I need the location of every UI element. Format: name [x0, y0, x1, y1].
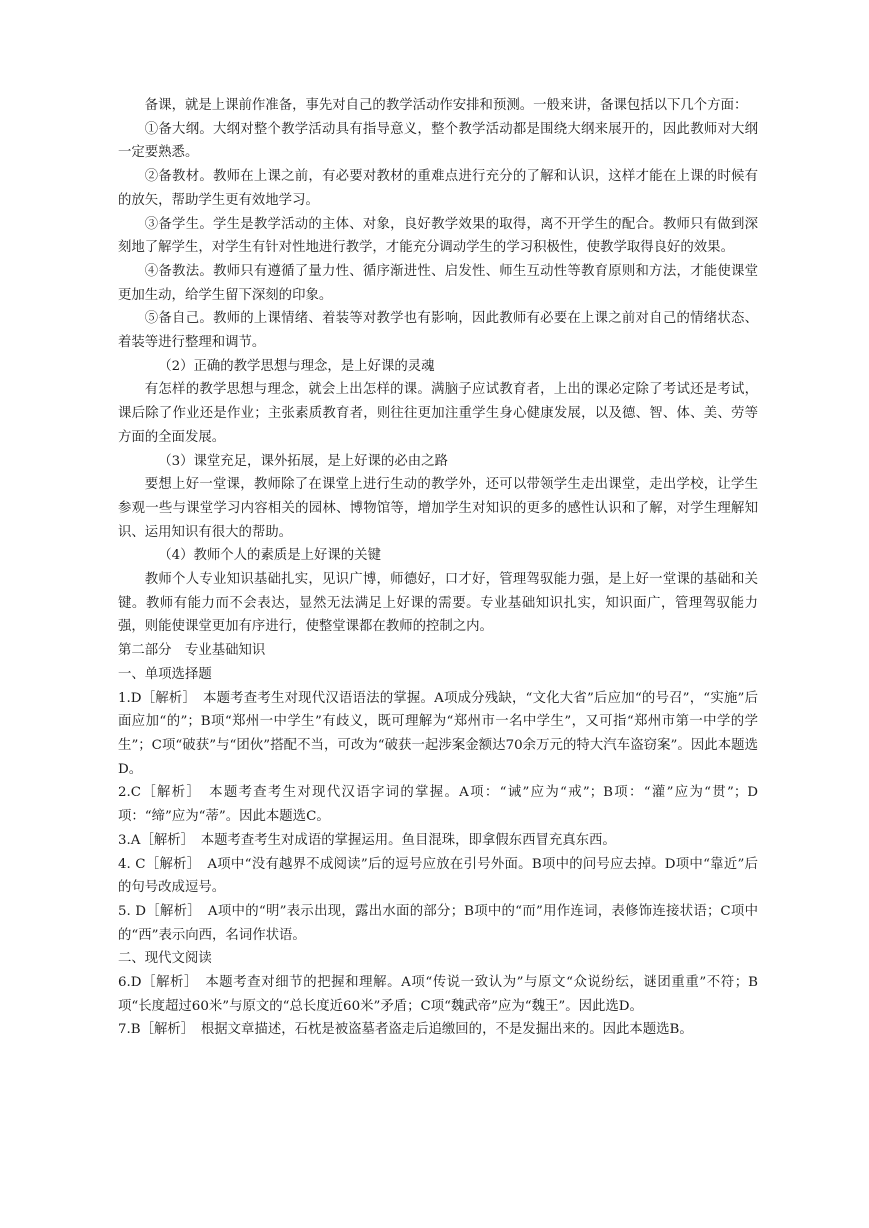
subheading-4: （4）教师个人的素质是上好课的关键 — [158, 548, 381, 564]
answer-7: 7.B［解析］ 根据文章描述，石枕是被盗墓者盗走后追缴回的，不是发掘出来的。因此本题选B。 — [118, 1022, 693, 1038]
part-heading: 第二部分 专业基础知识 — [118, 643, 266, 659]
answer-4: 4. C［解析］ A项中“没有越界不成阅读”后的逗号应放在引号外面。B项中的问号应去掉。D项中“靠近”后的句号改成逗号。 — [118, 856, 758, 896]
section-heading-choice: 一、单项选择题 — [118, 666, 212, 682]
subheading-2: （2）正确的教学思想与理念，是上好课的灵魂 — [158, 358, 435, 374]
document-page — [118, 94, 758, 1042]
paragraph-self: ⑤备自己。教师的上课情绪、着装等对教学也有影响，因此教师有必要在上课之前对自己的情绪状态、着装等进行整理和调节。 — [118, 311, 758, 351]
paragraph-intro: 备课，就是上课前作准备，事先对自己的教学活动作安排和预测。一般来讲，备课包括以下几个方面： — [144, 98, 748, 113]
answer-1: 1.D［解析］ 本题考查考生对现代汉语语法的掌握。A项成分残缺，“文化大省”后应加“的号召”，“实施”后面应加“的”；B项“郑州一中学生”有歧义，既可理解为“郑州市一名中学生”，又可指“郑州市第一中学的学生”；C项“破获”与“团伙”搭配不当，可改为“破获一起涉案金额达70余万元的特大汽车盗窃案”。因此本题选D。 — [118, 690, 758, 777]
answer-2: 2.C［解析］ 本题考查考生对现代汉语字词的掌握。A项：“诫”应为“戒”；B项：“灌”应为“贯”；D项：“缔”应为“蒂”。因此本题选C。 — [118, 785, 758, 825]
answer-6: 6.D［解析］ 本题考查对细节的把握和理解。A项“传说一致认为”与原文“众说纷纭，谜团重重”不符；B项“长度超过60米”与原文的“总长度近60米”矛盾；C项“魏武帝”应为“魏王”。因此选D。 — [118, 975, 758, 1014]
paragraph-extension: 要想上好一堂课，教师除了在课堂上进行生动的教学外，还可以带领学生走出课堂，走出学校，让学生参观一些与课堂学习内容相关的园林、博物馆等，增加学生对知识的更多的感性认识和了解，对学生理解知识、运用知识有很大的帮助。 — [118, 477, 758, 540]
answer-3: 3.A［解析］ 本题考查考生对成语的掌握运用。鱼目混珠，即拿假东西冒充真东西。 — [118, 832, 616, 848]
answer-5: 5. D［解析］ A项中的“明”表示出现，露出水面的部分；B项中的“而”用作连词，表修饰连接状语；C项中的“西”表示向西，名词作状语。 — [118, 903, 758, 943]
paragraph-quality: 教师个人专业知识基础扎实，见识广博，师德好，口才好，管理驾驭能力强，是上好一堂课的基础和关键。教师有能力而不会表达，显然无法满足上好课的需要。专业基础知识扎实，知识面广，管理驾驭能力强，则能使课堂更加有序进行，使整堂课都在教师的控制之内。 — [118, 572, 758, 635]
paragraph-ideas: 有怎样的教学思想与理念，就会上出怎样的课。满脑子应试教育者，上出的课必定除了考试还是考试，课后除了作业还是作业；主张素质教育者，则往往更加注重学生身心健康发展，以及德、智、体、美、劳等方面的全面发展。 — [118, 382, 758, 445]
subheading-3: （3）课堂充足，课外拓展，是上好课的必由之路 — [158, 453, 448, 469]
paragraph-outline: ①备大纲。大纲对整个教学活动具有指导意义，整个教学活动都是围绕大纲来展开的，因此教师对大纲一定要熟悉。 — [118, 121, 758, 161]
paragraph-methods: ④备教法。教师只有遵循了量力性、循序渐进性、启发性、师生互动性等教育原则和方法，才能使课堂更加生动，给学生留下深刻的印象。 — [118, 263, 758, 303]
paragraph-students: ③备学生。学生是教学活动的主体、对象，良好教学效果的取得，离不开学生的配合。教师只有做到深刻地了解学生，对学生有针对性地进行教学，才能充分调动学生的学习积极性，使教学取得良好的效果。 — [118, 216, 758, 256]
section-heading-reading: 二、现代文阅读 — [118, 951, 212, 967]
paragraph-textbook: ②备教材。教师在上课之前，有必要对教材的重难点进行充分的了解和认识，这样才能在上课的时候有的放矢，帮助学生更有效地学习。 — [118, 169, 758, 208]
